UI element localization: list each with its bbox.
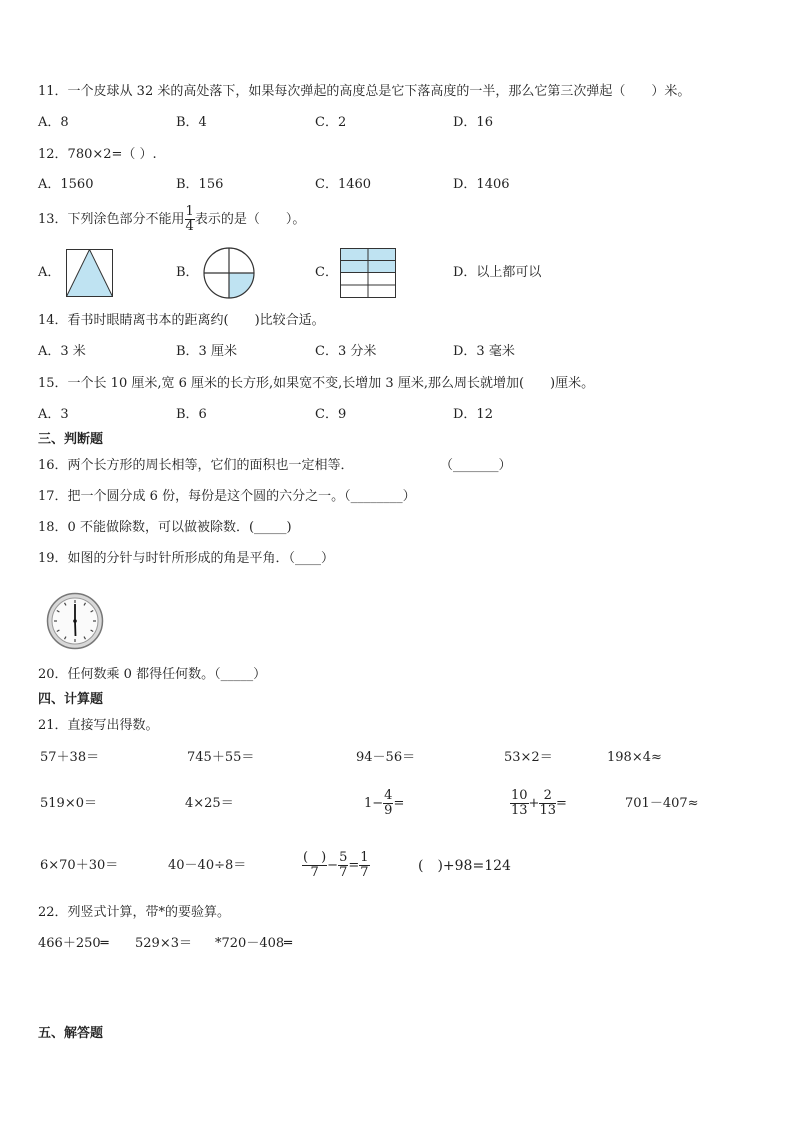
equals-sign: = <box>393 796 405 811</box>
fraction-numerator: 4 <box>384 788 393 803</box>
fraction-denominator: 7 <box>339 865 348 880</box>
calc-701-minus-407: 701－407≈ <box>625 796 699 811</box>
q14-option-a: A．3 米 <box>38 344 86 359</box>
question-12: 12．780×2=（ ）. <box>38 147 157 162</box>
calc-fraction-fill-blank <box>302 846 370 886</box>
calc-745-plus-55: 745＋55＝ <box>187 750 255 765</box>
fraction-numerator: 2 <box>539 789 556 804</box>
question-20: 20．任何数乘 0 都得任何数。（_____） <box>38 667 267 682</box>
section-5-heading: 五、解答题 <box>38 1026 104 1041</box>
q13-circle-figure <box>203 247 255 299</box>
calc-519-times-0: 519×0＝ <box>40 796 97 811</box>
q16-answer-blank: （_______） <box>440 458 512 473</box>
fraction-denominator: 13 <box>539 803 556 818</box>
equals-sign: = <box>348 858 360 873</box>
fraction-numerator: 5 <box>339 850 348 865</box>
question-18: 18．0 不能做除数，可以做被除数．(_____) <box>38 520 292 535</box>
equals-sign: = <box>556 796 567 811</box>
q12-option-a: A．1560 <box>38 177 94 192</box>
q14-option-c: C．3 分米 <box>315 344 377 359</box>
vertical-calc-529-times-3: 529×3＝ <box>135 936 192 951</box>
calc-198-times-4: 198×4≈ <box>607 750 662 765</box>
q11-option-c: C．2 <box>315 115 347 130</box>
q15-option-c: C．9 <box>315 407 347 422</box>
q12-option-d: D．1406 <box>453 177 510 192</box>
q13-text-before: 13．下列涂色部分不能用 <box>38 212 185 227</box>
calc-4-times-25: 4×25＝ <box>185 796 234 811</box>
q14-option-b: B．3 厘米 <box>176 344 237 359</box>
question-15: 15．一个长 10 厘米,宽 6 厘米的长方形,如果宽不变,长增加 3 厘米,那么周长就增加( )厘米。 <box>38 376 595 391</box>
q12-option-c: C．1460 <box>315 177 372 192</box>
q15-option-a: A．3 <box>38 407 69 422</box>
q13-option-b: B． <box>176 265 199 280</box>
q13-grid-figure <box>340 248 396 298</box>
section-4-heading: 四、计算题 <box>38 692 104 707</box>
clock-icon <box>46 592 104 650</box>
fraction-denominator: 7 <box>360 865 369 880</box>
calc-53-times-2: 53×2＝ <box>504 750 553 765</box>
q13-option-a: A． <box>38 265 61 280</box>
question-19: 19．如图的分针与时针所形成的角是平角．（____） <box>38 551 335 566</box>
calc-57-plus-38: 57＋38＝ <box>40 750 100 765</box>
q15-option-b: B．6 <box>176 407 207 422</box>
q11-option-d: D．16 <box>453 115 493 130</box>
plus-sign: + <box>528 796 540 811</box>
question-21-title: 21．直接写出得数。 <box>38 718 159 733</box>
vertical-calc-720-minus-408: *720－408═ <box>215 936 292 951</box>
q13-fraction-numerator: 1 <box>185 204 194 219</box>
q11-option-b: B．4 <box>176 115 207 130</box>
q15-option-d: D．12 <box>453 407 493 422</box>
q13-triangle-figure <box>66 249 113 297</box>
q14-option-d: D．3 毫米 <box>453 344 515 359</box>
calc-40-minus-40-div-8: 40－40÷8＝ <box>168 858 247 873</box>
question-16: 16．两个长方形的周长相等，它们的面积也一定相等． <box>38 458 354 473</box>
vertical-calc-466-plus-250: 466＋250═ <box>38 936 109 951</box>
q13-text-after: 表示的是（ ）。 <box>194 212 306 227</box>
fraction-numerator: 1 <box>360 850 369 865</box>
question-14: 14．看书时眼睛离书本的距离约( )比较合适。 <box>38 313 325 328</box>
calc-1-minus-four-ninths <box>364 784 404 824</box>
question-13 <box>38 203 305 237</box>
question-11: 11．一个皮球从 32 米的高处落下，如果每次弹起的高度总是它下落高度的一半，那么它第三次弹起（ ）米。 <box>38 84 691 99</box>
minus-sign: − <box>327 858 339 873</box>
section-3-heading: 三、判断题 <box>38 432 104 447</box>
fraction-denominator: 9 <box>384 803 393 818</box>
calc-fraction-addition <box>510 784 567 824</box>
calc-94-minus-56: 94－56＝ <box>356 750 416 765</box>
q13-option-c: C． <box>315 265 338 280</box>
question-22-title: 22．列竖式计算，带*的要验算。 <box>38 905 231 920</box>
q12-option-b: B．156 <box>176 177 224 192</box>
question-17: 17．把一个圆分成 6 份，每份是这个圆的六分之一。（________） <box>38 489 416 504</box>
q13-fraction-denominator: 4 <box>185 219 194 234</box>
calc-blank-plus-98: ( )+98=124 <box>418 858 511 874</box>
fraction-numerator-blank: ( ) <box>303 850 327 865</box>
calc-1-minus-prefix: 1− <box>364 796 384 811</box>
fraction-denominator: 7 <box>310 865 319 880</box>
fraction-denominator: 13 <box>511 803 528 818</box>
calc-6-times-70-plus-30: 6×70＋30＝ <box>40 858 119 873</box>
fraction-numerator: 10 <box>511 788 528 803</box>
q13-fraction <box>185 205 195 234</box>
q13-option-d: D．以上都可以 <box>453 265 542 280</box>
q11-option-a: A．8 <box>38 115 69 130</box>
